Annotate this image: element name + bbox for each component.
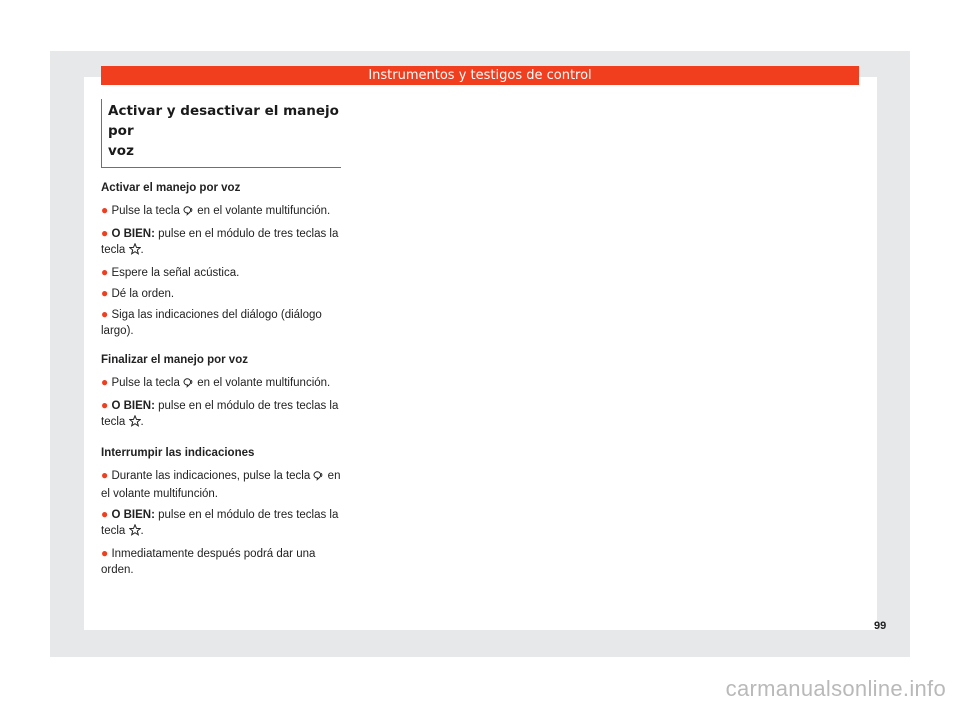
list-item: ● Pulse la tecla en el volante multifunción. [101,374,341,393]
content-column [101,99,341,582]
list-item: ● Dé la orden. [101,286,175,300]
list-item: ● Pulse la tecla en el volante multifunción. [101,202,341,221]
section-title: Activar y desactivar el manejo por voz [108,103,339,159]
list-item: ● Durante las indicaciones, pulse la tecla en el volante multifunción. [101,468,341,500]
list-item: ● O BIEN: pulse en el módulo de tres teclas la tecla . [101,397,341,432]
voice-control-icon [183,377,194,393]
subheading-activate: Activar el manejo por voz [101,182,241,194]
list-item: ● O BIEN: pulse en el módulo de tres teclas la tecla . [101,225,341,260]
star-icon [129,415,141,432]
page-number: 99 [874,620,887,632]
subheading-finish: Finalizar el manejo por voz [101,354,248,366]
list-item: ● Inmediatamente después podrá dar una orden. [101,546,316,576]
list-item: ● Espere la señal acústica. [101,265,240,279]
watermark: carmanualsonline.info [725,676,946,701]
star-icon [129,524,141,541]
voice-control-icon [183,205,194,221]
list-item: ● Siga las indicaciones del diálogo (diálogo largo). [101,307,322,337]
section-title-box [101,99,341,168]
chapter-title: Instrumentos y testigos de control [368,68,592,83]
star-icon [129,243,141,260]
voice-control-icon [313,470,324,486]
chapter-header [101,66,859,85]
subheading-interrupt: Interrumpir las indicaciones [101,447,255,459]
list-item: ● O BIEN: pulse en el módulo de tres teclas la tecla . [101,506,341,541]
